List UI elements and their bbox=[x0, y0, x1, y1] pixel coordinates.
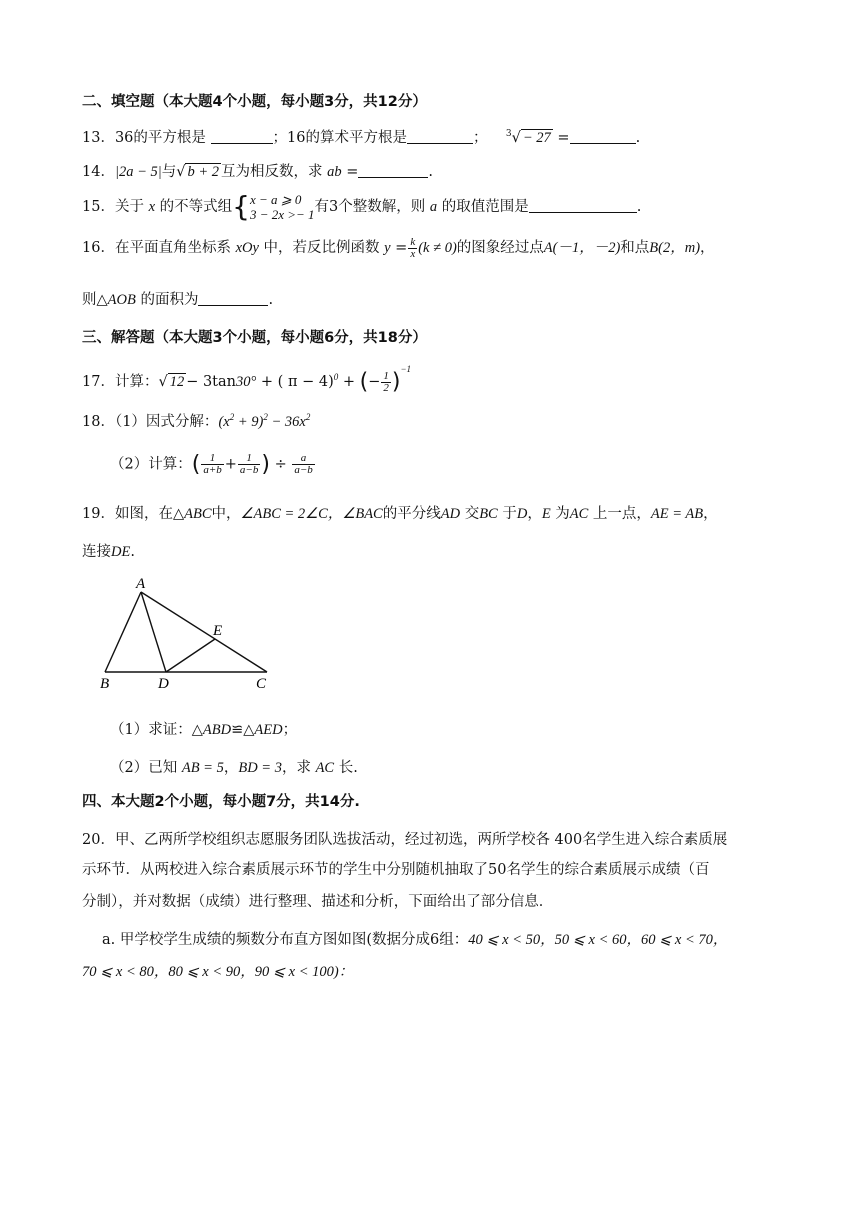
q17-exp-0: 0 bbox=[333, 372, 339, 383]
q17-sqrt: √ 12 bbox=[158, 374, 185, 390]
q16-text-7: 的面积为 bbox=[140, 292, 199, 308]
q14-sqrt: √ b + 2 bbox=[176, 164, 220, 180]
q14-radicand: b + 2 bbox=[187, 164, 220, 180]
label-c: C bbox=[256, 676, 267, 692]
q16-blank[interactable] bbox=[198, 291, 268, 306]
q15-blank[interactable] bbox=[529, 198, 637, 213]
q18-fraction-2 bbox=[238, 453, 260, 476]
q16-text-2: 中，若反比例函数 bbox=[263, 240, 380, 256]
label-d: D bbox=[158, 676, 169, 692]
q14-equals: = bbox=[346, 164, 359, 180]
segment-ab bbox=[105, 592, 141, 672]
q19-text-10: 连接 bbox=[82, 544, 111, 560]
q20-line-5: 70 ⩽ x < 80，80 ⩽ x < 90，90 ⩽ x < 100)： bbox=[82, 964, 354, 980]
q20-line-3: 分制），并对数据（成绩）进行整理、描述和分析，下面给出了部分信息． bbox=[82, 894, 554, 910]
q13-text-3: ； bbox=[472, 130, 488, 146]
q15-x: x bbox=[148, 199, 155, 215]
question-14 bbox=[82, 160, 433, 181]
q19-text-6: ， bbox=[527, 506, 542, 522]
q16-point-b: B(2，m) bbox=[649, 240, 701, 256]
q13-cube-root: √ − 27 bbox=[511, 130, 551, 146]
q19-text-2: 中， bbox=[211, 506, 241, 522]
q19-d: D bbox=[516, 506, 528, 522]
label-a: A bbox=[136, 576, 146, 592]
q19-ac: AC bbox=[569, 506, 589, 522]
q18-f1-num: 1 bbox=[201, 453, 223, 465]
q18-expr-a: (x bbox=[218, 414, 230, 430]
q19-text-4: 交 bbox=[464, 506, 480, 522]
q18-divide: ÷ bbox=[274, 456, 287, 473]
q16-point-a: A(－1，－2) bbox=[543, 240, 621, 256]
q13-text-2: ；16的算术平方根是 bbox=[272, 130, 407, 146]
q16-text-1: 在平面直角坐标系 bbox=[114, 240, 231, 256]
q18-fraction-3 bbox=[292, 453, 314, 476]
q16-condition: (k ≠ 0) bbox=[418, 240, 457, 256]
q19-bc: BC bbox=[479, 506, 498, 522]
q20-line-4 bbox=[102, 928, 727, 949]
q19-end: . bbox=[130, 544, 135, 560]
q19-bd-3: BD = 3 bbox=[238, 760, 282, 776]
question-16 bbox=[82, 236, 715, 260]
q16-text-4: 和点 bbox=[620, 240, 650, 256]
question-18-part-1 bbox=[82, 410, 310, 431]
question-19-part-2 bbox=[110, 756, 358, 777]
question-17 bbox=[82, 364, 411, 395]
q13-radicand: − 27 bbox=[522, 130, 551, 146]
q19-number: 19． bbox=[82, 506, 115, 522]
q15-a: a bbox=[429, 199, 438, 215]
q19-aed: AED bbox=[254, 722, 283, 738]
q19-part-2-text: ，求 bbox=[281, 760, 311, 776]
q19-e: E bbox=[541, 506, 551, 522]
q19-text-5: 于 bbox=[502, 506, 517, 522]
question-13 bbox=[82, 126, 640, 147]
q19-text-7: 为 bbox=[555, 506, 570, 522]
q17-neg: − bbox=[368, 374, 381, 390]
q15-system bbox=[250, 192, 315, 222]
q14-ab: ab bbox=[327, 164, 342, 180]
q13-end: . bbox=[635, 130, 641, 146]
q18-f3-num: a bbox=[292, 453, 314, 465]
q13-number: 13． bbox=[82, 130, 115, 146]
q13-equals: = bbox=[557, 130, 570, 146]
q20-line-2: 示环节．从两校进入综合素质展示环节的学生中分别随机抽取了50名学生的综合素质展示成绩（百 bbox=[82, 862, 710, 878]
q18-plus: + bbox=[224, 456, 237, 473]
q15-end: . bbox=[636, 199, 642, 215]
q17-number: 17． bbox=[82, 374, 115, 390]
q20-line-4b: 40 ⩽ x < 50，50 ⩽ x < 60，60 ⩽ x < 70， bbox=[468, 932, 728, 948]
q16-text-5: ， bbox=[700, 240, 715, 256]
q14-end: . bbox=[428, 164, 433, 180]
q19-comma: ， bbox=[223, 760, 239, 776]
section-4-heading: 四、本大题2个小题，每小题7分，共14分. bbox=[82, 794, 360, 810]
q15-text-2: 的不等式组 bbox=[159, 199, 233, 215]
triangle-figure bbox=[96, 574, 286, 696]
q17-part-1: − 3tan bbox=[186, 374, 236, 390]
segment-ac bbox=[141, 592, 267, 672]
q17-frac-den: 2 bbox=[383, 381, 389, 394]
label-e: E bbox=[213, 623, 223, 639]
q17-degree: 30° bbox=[236, 374, 257, 390]
q16-y: y bbox=[384, 240, 391, 256]
q14-text-2: 互为相反数，求 bbox=[221, 164, 323, 180]
q18-expr-c: − 36x bbox=[267, 414, 306, 430]
q19-abd: ABD bbox=[202, 722, 232, 738]
q14-blank[interactable] bbox=[358, 163, 428, 178]
q16-equals: = bbox=[395, 240, 408, 256]
q19-ae-ab: AE = AB bbox=[650, 506, 704, 522]
question-18-part-2 bbox=[110, 452, 316, 477]
q19-angles: ∠ABC = 2∠C，∠BAC bbox=[240, 506, 383, 522]
section-3-heading: 三、解答题（本大题3个小题，每小题6分，共18分） bbox=[82, 330, 427, 346]
q17-text-1: 计算： bbox=[114, 374, 159, 390]
q18-fraction-1 bbox=[201, 453, 223, 476]
q16-fraction bbox=[408, 237, 417, 260]
q15-row-1: x − a ⩾ 0 bbox=[249, 192, 302, 207]
q19-ad: AD bbox=[440, 506, 461, 522]
q20-line-1: 20．甲、乙两所学校组织志愿服务团队选拔活动，经过初选，两所学校各 400名学生进入综合素质展 bbox=[82, 832, 728, 848]
q17-lparen: ( bbox=[359, 369, 369, 395]
segment-de bbox=[166, 639, 215, 672]
q18-part-1-label: （1）因式分解： bbox=[114, 414, 219, 430]
q18-f2-num: 1 bbox=[238, 453, 260, 465]
q16-frac-num: k bbox=[410, 235, 416, 248]
q19-text-9: ， bbox=[703, 506, 718, 522]
q18-sq-3: 2 bbox=[305, 412, 311, 423]
q15-row-2: 3 − 2x >− 1 bbox=[249, 207, 315, 222]
q19-part-1-end: ； bbox=[282, 722, 298, 738]
question-19-part-1 bbox=[110, 718, 297, 739]
q14-number: 14． bbox=[82, 164, 115, 180]
q13-cbrt-index: 3 bbox=[505, 129, 512, 140]
q17-plus: + bbox=[342, 374, 355, 390]
label-b: B bbox=[100, 676, 110, 692]
q16-frac-den: x bbox=[410, 247, 416, 260]
q17-part-2: + ( π − 4) bbox=[260, 374, 334, 390]
q18-f2-den: a−b bbox=[239, 464, 259, 476]
q15-text-1: 关于 bbox=[114, 199, 144, 215]
q13-blank-2[interactable] bbox=[407, 129, 473, 144]
q19-part-1-label: （1）求证：△ bbox=[110, 722, 203, 738]
q13-blank-1[interactable] bbox=[211, 129, 273, 144]
q20-line-4a: a. 甲学校学生成绩的频数分布直方图如图(数据分成6组： bbox=[102, 932, 469, 948]
question-19-line-2 bbox=[82, 540, 135, 561]
q17-fraction bbox=[381, 371, 391, 394]
q19-text-3: 的平分线 bbox=[382, 506, 441, 522]
q19-congruent: ≌△ bbox=[231, 722, 255, 738]
q17-radicand: 12 bbox=[169, 374, 185, 390]
q19-text-1: 如图，在△ bbox=[114, 506, 185, 522]
question-16-line-2 bbox=[82, 288, 273, 309]
q15-number: 15． bbox=[82, 199, 115, 215]
q15-text-4: 的取值范围是 bbox=[441, 199, 529, 215]
q16-text-6: 则△ bbox=[82, 292, 108, 308]
q18-part-2-label: （2）计算： bbox=[110, 456, 192, 473]
question-19 bbox=[82, 502, 718, 523]
section-2-heading: 二、填空题（本大题4个小题，每小题3分，共12分） bbox=[82, 94, 427, 110]
segment-ad bbox=[141, 592, 166, 672]
question-15 bbox=[82, 192, 641, 222]
q19-part-2-end: 长. bbox=[338, 760, 358, 776]
q16-number: 16． bbox=[82, 240, 115, 256]
q17-frac-num: 1 bbox=[383, 369, 389, 382]
q13-blank-3[interactable] bbox=[570, 129, 636, 144]
q16-aob: AOB bbox=[107, 292, 136, 308]
q16-xoy: xOy bbox=[235, 240, 259, 256]
q18-sq-2: 2 bbox=[263, 412, 268, 423]
q19-part-2-label: （2）已知 bbox=[110, 760, 178, 776]
q18-f1-den: a+b bbox=[203, 464, 222, 476]
q16-text-3: 的图象经过点 bbox=[456, 240, 544, 256]
q18-sq-1: 2 bbox=[229, 412, 235, 423]
q18-lparen: ( bbox=[191, 452, 201, 477]
q14-text-1: 与 bbox=[161, 164, 177, 180]
q19-abc: ABC bbox=[184, 506, 212, 522]
q18-number: 18． bbox=[82, 414, 115, 430]
q16-end: . bbox=[268, 292, 274, 308]
q13-text-1: 36的平方根是 bbox=[114, 130, 206, 146]
q15-brace: { bbox=[232, 190, 250, 223]
q19-ac-2: AC bbox=[315, 760, 335, 776]
q17-exp-neg1: −1 bbox=[400, 364, 412, 374]
q19-text-8: 上一点， bbox=[592, 506, 651, 522]
q17-rparen: ) bbox=[391, 369, 401, 395]
q19-ab-5: AB = 5 bbox=[181, 760, 224, 776]
q19-de: DE bbox=[111, 544, 131, 560]
q15-text-3: 有3个整数解，则 bbox=[314, 199, 426, 215]
q18-expr-b: + 9) bbox=[234, 414, 264, 430]
q14-abs-expr: |2a − 5| bbox=[114, 164, 162, 180]
q18-rparen: ) bbox=[261, 452, 270, 477]
q18-f3-den: a−b bbox=[294, 464, 313, 476]
